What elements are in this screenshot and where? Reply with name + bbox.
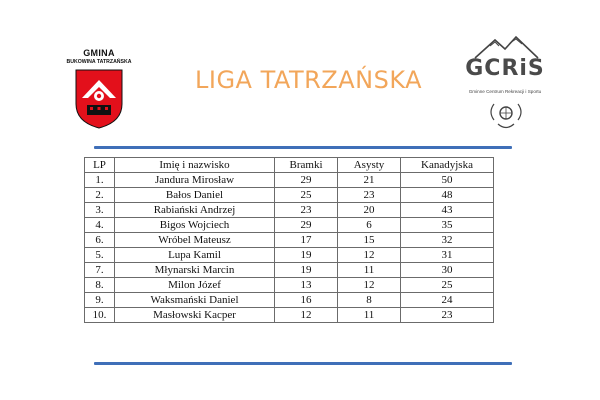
- cell-assists: 11: [338, 308, 401, 323]
- cell-assists: 12: [338, 248, 401, 263]
- cell-goals: 29: [275, 173, 338, 188]
- gcris-logo: [450, 34, 560, 134]
- cell-name: Wróbel Mateusz: [115, 233, 275, 248]
- cell-canadian: 24: [401, 293, 494, 308]
- cell-lp: 10.: [85, 308, 115, 323]
- cell-lp: 9.: [85, 293, 115, 308]
- cell-assists: 20: [338, 203, 401, 218]
- gmina-logo-title: GMINA: [83, 48, 115, 58]
- table-row: [85, 278, 494, 293]
- cell-canadian: 43: [401, 203, 494, 218]
- page-title: LIGA TATRZAŃSKA: [195, 66, 423, 94]
- cell-lp: 8.: [85, 278, 115, 293]
- cell-name: Młynarski Marcin: [115, 263, 275, 278]
- column-header-name: Imię i nazwisko: [115, 158, 275, 173]
- table-header-row: [85, 158, 494, 173]
- table-row: [85, 248, 494, 263]
- cell-assists: 11: [338, 263, 401, 278]
- cell-name: Jandura Mirosław: [115, 173, 275, 188]
- cell-canadian: 31: [401, 248, 494, 263]
- cell-canadian: 23: [401, 308, 494, 323]
- cell-canadian: 35: [401, 218, 494, 233]
- cell-name: Lupa Kamil: [115, 248, 275, 263]
- cell-goals: 13: [275, 278, 338, 293]
- cell-assists: 21: [338, 173, 401, 188]
- table-row: [85, 293, 494, 308]
- cell-lp: 4.: [85, 218, 115, 233]
- table-row: [85, 173, 494, 188]
- cell-canadian: 25: [401, 278, 494, 293]
- cell-assists: 23: [338, 188, 401, 203]
- gmina-logo-subtitle: BUKOWINA TATRZAŃSKA: [66, 59, 132, 65]
- cell-goals: 29: [275, 218, 338, 233]
- cell-name: Bigos Wojciech: [115, 218, 275, 233]
- column-header-goals: Bramki: [275, 158, 338, 173]
- cell-assists: 12: [338, 278, 401, 293]
- column-header-canadian: Kanadyjska: [401, 158, 494, 173]
- bottom-divider: [94, 362, 512, 365]
- cell-canadian: 48: [401, 188, 494, 203]
- cell-assists: 8: [338, 293, 401, 308]
- cell-goals: 19: [275, 248, 338, 263]
- gcris-logo-tagline: Gminne Centrum Rekreacji i Sportu: [468, 89, 542, 94]
- gcris-logo-mark: GCRiS: [465, 56, 545, 81]
- cell-goals: 23: [275, 203, 338, 218]
- cell-goals: 17: [275, 233, 338, 248]
- cell-canadian: 30: [401, 263, 494, 278]
- mountain-and-ball-icon: [450, 34, 560, 134]
- cell-goals: 12: [275, 308, 338, 323]
- cell-lp: 2.: [85, 188, 115, 203]
- cell-name: Bałos Daniel: [115, 188, 275, 203]
- cell-canadian: 50: [401, 173, 494, 188]
- table-row: [85, 308, 494, 323]
- cell-name: Milon Józef: [115, 278, 275, 293]
- table-row: [85, 218, 494, 233]
- cell-goals: 19: [275, 263, 338, 278]
- cell-lp: 1.: [85, 173, 115, 188]
- top-divider: [94, 146, 512, 149]
- cell-canadian: 32: [401, 233, 494, 248]
- column-header-lp: LP: [85, 158, 115, 173]
- coat-of-arms-icon: [74, 68, 124, 130]
- cell-assists: 6: [338, 218, 401, 233]
- table-row: [85, 233, 494, 248]
- cell-lp: 7.: [85, 263, 115, 278]
- column-header-assists: Asysty: [338, 158, 401, 173]
- cell-lp: 6.: [85, 233, 115, 248]
- table-row: [85, 188, 494, 203]
- cell-goals: 16: [275, 293, 338, 308]
- table-row: [85, 263, 494, 278]
- standings-table: [84, 157, 494, 323]
- cell-name: Waksmański Daniel: [115, 293, 275, 308]
- gmina-logo: [50, 38, 148, 133]
- cell-name: Rabiański Andrzej: [115, 203, 275, 218]
- cell-lp: 3.: [85, 203, 115, 218]
- cell-assists: 15: [338, 233, 401, 248]
- cell-goals: 25: [275, 188, 338, 203]
- table-row: [85, 203, 494, 218]
- cell-lp: 5.: [85, 248, 115, 263]
- cell-name: Masłowski Kacper: [115, 308, 275, 323]
